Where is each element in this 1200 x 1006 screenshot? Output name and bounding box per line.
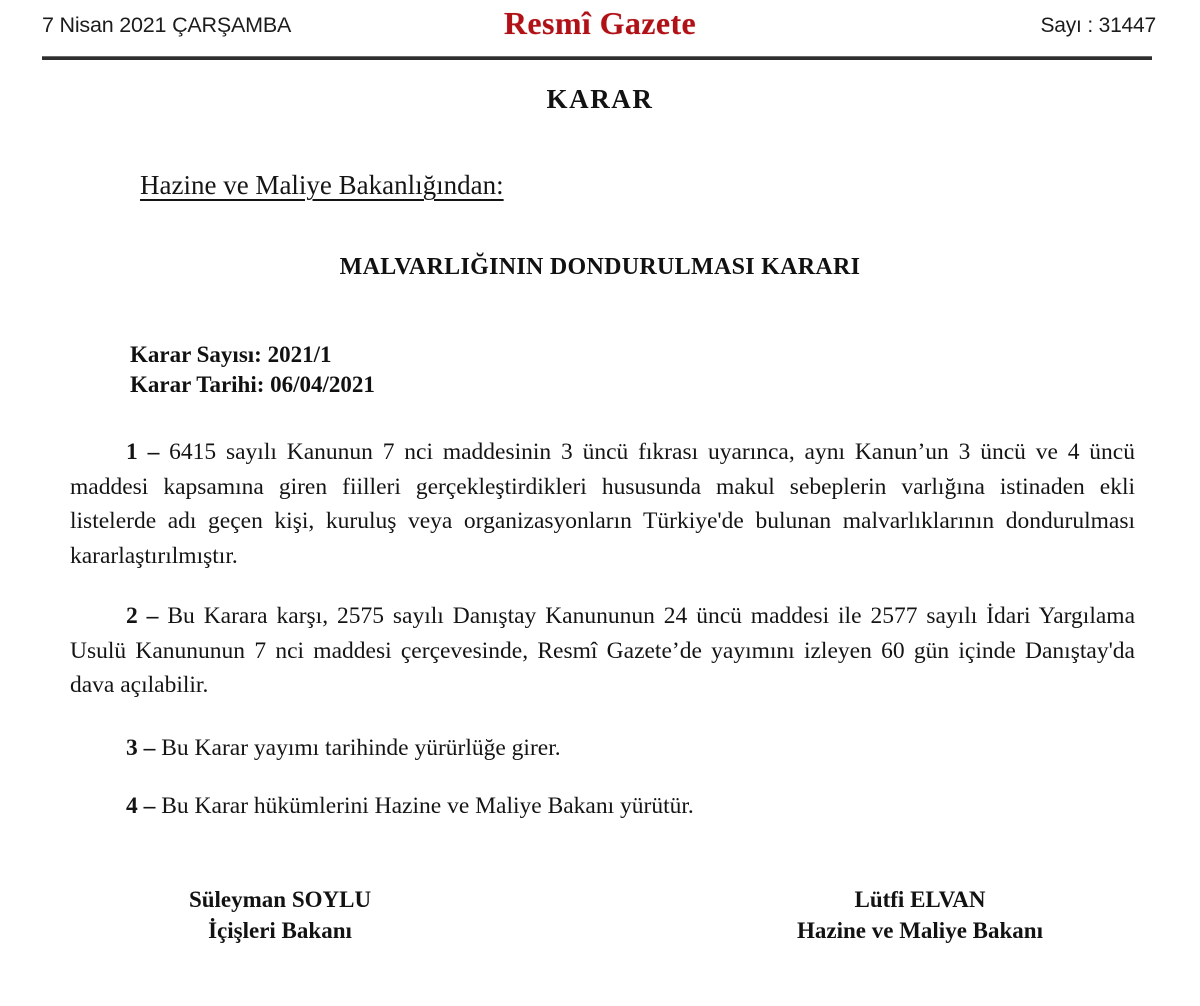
article-item xyxy=(70,789,1135,824)
signatory-left xyxy=(120,884,440,946)
masthead xyxy=(0,0,1200,48)
decision-meta xyxy=(130,340,375,400)
article-text: Bu Karara karşı, 2575 sayılı Danıştay Kanununun 24 üncü maddesi ile 2577 sayılı İdari Yargılama Usulü Kanununun 7 nci maddesi çerçevesinde, Resmî Gazete’de yayımını izleyen 60 gün içinde Danıştay'da dava açılabilir. xyxy=(70,603,1135,698)
issue-number: Sayı : 31447 xyxy=(1040,14,1156,37)
section-heading: KARAR xyxy=(546,84,654,114)
issuing-authority: Hazine ve Maliye Bakanlığından: xyxy=(140,170,504,200)
article-list xyxy=(70,435,1135,824)
article-number: 1 – xyxy=(126,439,170,465)
decision-title: MALVARLIĞININ DONDURULMASI KARARI xyxy=(339,254,861,280)
publication-date: 7 Nisan 2021 ÇARŞAMBA xyxy=(42,13,292,37)
signatory-name: Süleyman SOYLU xyxy=(188,887,372,912)
article-item xyxy=(70,599,1135,703)
decision-number: Karar Sayısı: 2021/1 xyxy=(130,342,332,367)
article-item xyxy=(70,731,1135,766)
gazette-title: Resmî Gazete xyxy=(503,5,697,41)
decision-date: Karar Tarihi: 06/04/2021 xyxy=(130,372,375,397)
article-number: 2 – xyxy=(126,603,168,629)
article-text: 6415 sayılı Kanunun 7 nci maddesinin 3 üncü fıkrası uyarınca, aynı Kanun’un 3 üncü ve 4 üncü maddesi kapsamına giren fiilleri gerçekleştirdikleri hususunda makul sebeplerin varlığına istinaden ekli listelerde adı geçen kişi, kuruluş veya organizasyonların Türkiye'de bulunan malvarlıklarının dondurulması kararlaştırılmıştır. xyxy=(70,439,1135,569)
article-number: 4 – xyxy=(126,793,162,819)
article-text: Bu Karar yayımı tarihinde yürürlüğe girer. xyxy=(161,734,561,761)
masthead-divider xyxy=(42,56,1152,60)
article-number: 3 – xyxy=(126,734,162,761)
signatory-name: Lütfi ELVAN xyxy=(854,887,986,912)
signatory-role: İçişleri Bakanı xyxy=(208,918,352,943)
signature-block xyxy=(0,884,1200,964)
article-text: Bu Karar hükümlerini Hazine ve Maliye Bakanı yürütür. xyxy=(161,793,694,819)
signatory-right xyxy=(740,884,1100,946)
signatory-role: Hazine ve Maliye Bakanı xyxy=(797,918,1043,943)
article-item xyxy=(70,435,1135,573)
